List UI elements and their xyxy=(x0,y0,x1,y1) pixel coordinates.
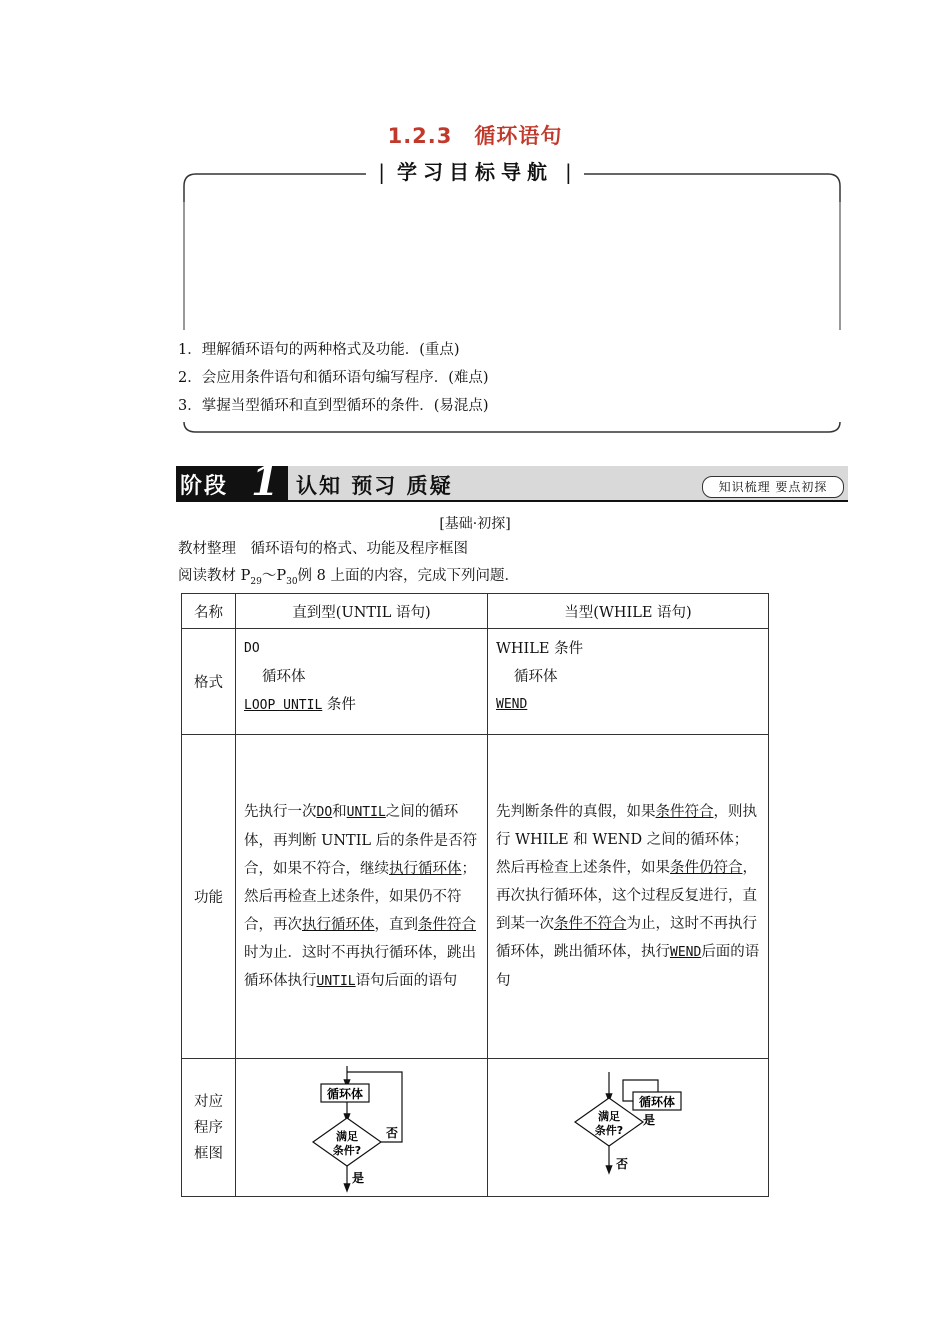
until-function: 先执行一次DO和UNTIL之间的循环体，再判断 UNTIL 后的条件是否符合，如果不符合，继续执行循环体；然后再检查上述条件，如果仍不符合，再次执行循环体，直到条件符合时为止．这时不再执行循环体，跳出循环体执行UNTIL语句后面的语句 xyxy=(236,735,488,1059)
until-cond-line2: 条件? xyxy=(332,1143,362,1157)
while-format: WHILE 条件 循环体 WEND xyxy=(488,629,769,735)
row-label-function: 功能 xyxy=(182,735,236,1059)
until-yes-label: 是 xyxy=(352,1170,365,1185)
while-cond-line1: 满足 xyxy=(598,1109,620,1123)
goal-header-text: 学习目标导航 xyxy=(391,160,559,184)
while-flowchart-svg xyxy=(488,1062,768,1194)
while-flowchart xyxy=(488,1059,769,1197)
stage-prefix: 阶段 xyxy=(180,474,229,499)
goal-item-3: 3．掌握当型循环和直到型循环的条件．(易混点) xyxy=(178,398,489,414)
header-until: 直到型(UNTIL 语句) xyxy=(236,594,488,629)
until-cond-line1: 满足 xyxy=(336,1129,358,1143)
row-label-chart: 对应 程序 框图 xyxy=(182,1059,236,1197)
intro-line-1: 教材整理 循环语句的格式、功能及程序框图 xyxy=(178,541,468,557)
until-flowchart-svg xyxy=(236,1062,487,1194)
until-body-label: 循环体 xyxy=(326,1086,364,1101)
header-name: 名称 xyxy=(182,594,236,629)
while-no-label: 否 xyxy=(616,1156,629,1171)
while-cond-line2: 条件? xyxy=(594,1123,624,1137)
stage-tag: 知识梳理 要点初探 xyxy=(702,476,844,498)
goal-item-1: 1．理解循环语句的两种格式及功能．(重点) xyxy=(178,342,460,358)
until-no-label: 否 xyxy=(386,1125,399,1140)
stage-number: 1 xyxy=(251,458,279,505)
until-format: DO 循环体 LOOP UNTIL 条件 xyxy=(236,629,488,735)
page-title: 1.2.3 循环语句 xyxy=(387,124,563,148)
while-yes-label: 是 xyxy=(643,1112,656,1127)
loop-statement-table xyxy=(181,593,769,1197)
while-body-label: 循环体 xyxy=(638,1094,676,1109)
row-label-format: 格式 xyxy=(182,629,236,735)
until-flowchart xyxy=(236,1059,488,1197)
section-label: [基础·初探] xyxy=(439,516,511,532)
goal-header: | 学习目标导航 | xyxy=(0,156,950,185)
header-while: 当型(WHILE 语句) xyxy=(488,594,769,629)
stage-title: 认知 预习 质疑 xyxy=(296,474,453,498)
while-function: 先判断条件的真假，如果条件符合，则执行 WHILE 和 WEND 之间的循环体；然后再检查上述条件，如果条件仍符合，再次执行循环体，这个过程反复进行，直到某一次条件不符合为止，这时不再执行循环体，跳出循环体，执行WEND后面的语句 xyxy=(488,735,769,1059)
goal-item-2: 2．会应用条件语句和循环语句编写程序．(难点) xyxy=(178,370,489,386)
intro-line-2: 阅读教材 $P_{29}\sim P_{30}$例 8 上面的内容，完成下列问题． xyxy=(178,568,519,587)
